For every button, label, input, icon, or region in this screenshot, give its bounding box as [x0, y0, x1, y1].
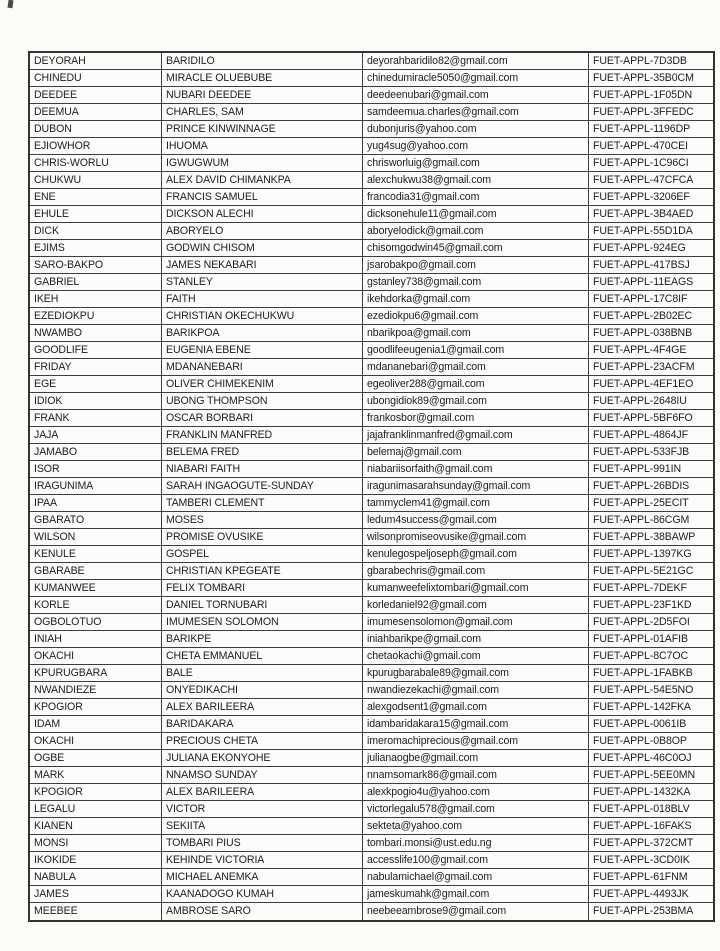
cell-application-code: FUET-APPL-4F4GE — [589, 342, 715, 359]
cell-other-names: IHUOMA — [162, 138, 363, 155]
cell-application-code: FUET-APPL-1397KG — [589, 546, 715, 563]
cell-application-code: FUET-APPL-2B02EC — [589, 308, 715, 325]
table-row — [29, 121, 714, 138]
cell-other-names: GOSPEL — [162, 546, 363, 563]
cell-email: kpurugbarabale89@gmail.com — [363, 665, 589, 682]
cell-surname: JAJA — [29, 427, 162, 444]
table-row — [29, 614, 714, 631]
cell-surname: KIANEN — [29, 818, 162, 835]
cell-application-code: FUET-APPL-991IN — [589, 461, 715, 478]
cell-application-code: FUET-APPL-86CGM — [589, 512, 715, 529]
cell-email: aboryelodick@gmail.com — [363, 223, 589, 240]
table-row — [29, 274, 714, 291]
cell-application-code: FUET-APPL-3206EF — [589, 189, 715, 206]
table-row — [29, 682, 714, 699]
cell-application-code: FUET-APPL-8C7OC — [589, 648, 715, 665]
cell-surname: IRAGUNIMA — [29, 478, 162, 495]
cell-email: wilsonpromiseovusike@gmail.com — [363, 529, 589, 546]
cell-other-names: UBONG THOMPSON — [162, 393, 363, 410]
cell-application-code: FUET-APPL-7D3DB — [589, 52, 715, 70]
cell-surname: JAMES — [29, 886, 162, 903]
table-row — [29, 733, 714, 750]
cell-application-code: FUET-APPL-0B8OP — [589, 733, 715, 750]
cell-email: jajafranklinmanfred@gmail.com — [363, 427, 589, 444]
cell-other-names: BARIKPE — [162, 631, 363, 648]
cell-email: niabariisorfaith@gmail.com — [363, 461, 589, 478]
cell-application-code: FUET-APPL-3CD0IK — [589, 852, 715, 869]
cell-email: tombari.monsi@ust.edu.ng — [363, 835, 589, 852]
cell-other-names: NUBARI DEEDEE — [162, 87, 363, 104]
cell-email: deedeenubari@gmail.com — [363, 87, 589, 104]
cell-surname: CHRIS-WORLU — [29, 155, 162, 172]
cell-other-names: MDANANEBARI — [162, 359, 363, 376]
cell-email: dubonjuris@yahoo.com — [363, 121, 589, 138]
table-row — [29, 750, 714, 767]
table-row — [29, 563, 714, 580]
cell-surname: OGBE — [29, 750, 162, 767]
table-row — [29, 478, 714, 495]
cell-surname: LEGALU — [29, 801, 162, 818]
cell-other-names: BARIKPOA — [162, 325, 363, 342]
cell-other-names: JAMES NEKABARI — [162, 257, 363, 274]
cell-application-code: FUET-APPL-38BAWP — [589, 529, 715, 546]
table-row — [29, 461, 714, 478]
cell-application-code: FUET-APPL-47CFCA — [589, 172, 715, 189]
cell-surname: OKACHI — [29, 733, 162, 750]
cell-surname: KPURUGBARA — [29, 665, 162, 682]
cell-application-code: FUET-APPL-17C8IF — [589, 291, 715, 308]
cell-surname: DICK — [29, 223, 162, 240]
cell-surname: DEYORAH — [29, 52, 162, 70]
cell-email: neebeeambrose9@gmail.com — [363, 903, 589, 921]
cell-application-code: FUET-APPL-470CEI — [589, 138, 715, 155]
table-row — [29, 189, 714, 206]
cell-surname: EHULE — [29, 206, 162, 223]
cell-email: nwandiezekachi@gmail.com — [363, 682, 589, 699]
table-row — [29, 801, 714, 818]
table-row — [29, 903, 714, 921]
cell-surname: KORLE — [29, 597, 162, 614]
cell-surname: KENULE — [29, 546, 162, 563]
cell-surname: EGE — [29, 376, 162, 393]
cell-application-code: FUET-APPL-1C96CI — [589, 155, 715, 172]
table-row — [29, 495, 714, 512]
applicants-table-body — [29, 52, 714, 921]
cell-email: goodlifeeugenia1@gmail.com — [363, 342, 589, 359]
cell-surname: DUBON — [29, 121, 162, 138]
cell-other-names: NNAMSO SUNDAY — [162, 767, 363, 784]
cell-email: deyorahbaridilo82@gmail.com — [363, 52, 589, 70]
cell-surname: EJIOWHOR — [29, 138, 162, 155]
cell-surname: MONSI — [29, 835, 162, 852]
cell-other-names: ONYEDIKACHI — [162, 682, 363, 699]
cell-application-code: FUET-APPL-4493JK — [589, 886, 715, 903]
table-row — [29, 325, 714, 342]
cell-application-code: FUET-APPL-16FAKS — [589, 818, 715, 835]
cell-other-names: IMUMESEN SOLOMON — [162, 614, 363, 631]
table-row — [29, 359, 714, 376]
table-row — [29, 784, 714, 801]
table-row — [29, 240, 714, 257]
cell-email: alexgodsent1@gmail.com — [363, 699, 589, 716]
cell-other-names: BARIDILO — [162, 52, 363, 70]
table-row — [29, 257, 714, 274]
table-row — [29, 580, 714, 597]
cell-email: gbarabechris@gmail.com — [363, 563, 589, 580]
cell-email: francodia31@gmail.com — [363, 189, 589, 206]
cell-email: chisomgodwin45@gmail.com — [363, 240, 589, 257]
cell-email: victorlegalu578@gmail.com — [363, 801, 589, 818]
cell-email: chinedumiracle5050@gmail.com — [363, 70, 589, 87]
table-row — [29, 393, 714, 410]
cell-email: accesslife100@gmail.com — [363, 852, 589, 869]
cell-surname: EZEDIOKPU — [29, 308, 162, 325]
cell-email: samdeemua.charles@gmail.com — [363, 104, 589, 121]
cell-application-code: FUET-APPL-142FKA — [589, 699, 715, 716]
cell-other-names: CHARLES, SAM — [162, 104, 363, 121]
cell-email: kumanweefelixtombari@gmail.com — [363, 580, 589, 597]
cell-email: mdananebari@gmail.com — [363, 359, 589, 376]
cell-application-code: FUET-APPL-61FNM — [589, 869, 715, 886]
cell-other-names: ABORYELO — [162, 223, 363, 240]
table-row — [29, 376, 714, 393]
cell-email: tammyclem41@gmail.com — [363, 495, 589, 512]
cell-surname: IKEH — [29, 291, 162, 308]
cell-application-code: FUET-APPL-11EAGS — [589, 274, 715, 291]
cell-application-code: FUET-APPL-253BMA — [589, 903, 715, 921]
table-row — [29, 87, 714, 104]
table-row — [29, 512, 714, 529]
cell-surname: KUMANWEE — [29, 580, 162, 597]
cell-application-code: FUET-APPL-5EE0MN — [589, 767, 715, 784]
cell-application-code: FUET-APPL-23ACFM — [589, 359, 715, 376]
cell-email: alexchukwu38@gmail.com — [363, 172, 589, 189]
cell-application-code: FUET-APPL-5BF6FO — [589, 410, 715, 427]
cell-email: ezediokpu6@gmail.com — [363, 308, 589, 325]
table-row — [29, 631, 714, 648]
cell-application-code: FUET-APPL-533FJB — [589, 444, 715, 461]
cell-other-names: MIRACLE OLUEBUBE — [162, 70, 363, 87]
cell-surname: SARO-BAKPO — [29, 257, 162, 274]
cell-surname: JAMABO — [29, 444, 162, 461]
table-row — [29, 886, 714, 903]
table-row — [29, 291, 714, 308]
cell-other-names: KAANADOGO KUMAH — [162, 886, 363, 903]
table-row — [29, 869, 714, 886]
cell-surname: FRIDAY — [29, 359, 162, 376]
cell-application-code: FUET-APPL-417BSJ — [589, 257, 715, 274]
cell-other-names: SEKIITA — [162, 818, 363, 835]
cell-surname: KPOGIOR — [29, 784, 162, 801]
cell-email: idambaridakara15@gmail.com — [363, 716, 589, 733]
cell-email: dicksonehule11@gmail.com — [363, 206, 589, 223]
cell-application-code: FUET-APPL-038BNB — [589, 325, 715, 342]
table-row — [29, 699, 714, 716]
table-row — [29, 818, 714, 835]
cell-surname: NWAMBO — [29, 325, 162, 342]
table-row — [29, 70, 714, 87]
table-row — [29, 852, 714, 869]
table-row — [29, 648, 714, 665]
cell-other-names: OSCAR BORBARI — [162, 410, 363, 427]
cell-application-code: FUET-APPL-7DEKF — [589, 580, 715, 597]
cell-surname: OKACHI — [29, 648, 162, 665]
cell-email: nabulamichael@gmail.com — [363, 869, 589, 886]
cell-application-code: FUET-APPL-0061IB — [589, 716, 715, 733]
cell-other-names: ALEX BARILEERA — [162, 784, 363, 801]
cell-surname: FRANK — [29, 410, 162, 427]
cell-email: chrisworluig@gmail.com — [363, 155, 589, 172]
cell-other-names: ALEX BARILEERA — [162, 699, 363, 716]
cell-email: iniahbarikpe@gmail.com — [363, 631, 589, 648]
cell-email: alexkpogio4u@yahoo.com — [363, 784, 589, 801]
cell-other-names: FELIX TOMBARI — [162, 580, 363, 597]
table-row — [29, 546, 714, 563]
table-row — [29, 104, 714, 121]
cell-other-names: FAITH — [162, 291, 363, 308]
cell-surname: IDAM — [29, 716, 162, 733]
cell-other-names: FRANKLIN MANFRED — [162, 427, 363, 444]
cell-other-names: GODWIN CHISOM — [162, 240, 363, 257]
cell-surname: EJIMS — [29, 240, 162, 257]
cell-other-names: STANLEY — [162, 274, 363, 291]
cell-surname: OGBOLOTUO — [29, 614, 162, 631]
cell-email: sekteta@yahoo.com — [363, 818, 589, 835]
cell-other-names: MOSES — [162, 512, 363, 529]
cell-other-names: AMBROSE SARO — [162, 903, 363, 921]
cell-surname: NWANDIEZE — [29, 682, 162, 699]
cell-surname: GBARABE — [29, 563, 162, 580]
cell-application-code: FUET-APPL-018BLV — [589, 801, 715, 818]
cell-email: gstanley738@gmail.com — [363, 274, 589, 291]
cell-application-code: FUET-APPL-55D1DA — [589, 223, 715, 240]
cell-surname: GOODLIFE — [29, 342, 162, 359]
cell-surname: CHUKWU — [29, 172, 162, 189]
cell-other-names: IGWUGWUM — [162, 155, 363, 172]
cell-other-names: OLIVER CHIMEKENIM — [162, 376, 363, 393]
table-row — [29, 427, 714, 444]
cell-surname: NABULA — [29, 869, 162, 886]
table-row — [29, 206, 714, 223]
table-row — [29, 444, 714, 461]
cell-application-code: FUET-APPL-46C0OJ — [589, 750, 715, 767]
table-row — [29, 597, 714, 614]
cell-surname: DEEDEE — [29, 87, 162, 104]
cell-other-names: PRECIOUS CHETA — [162, 733, 363, 750]
table-row — [29, 410, 714, 427]
cell-email: imumesensolomon@gmail.com — [363, 614, 589, 631]
table-row — [29, 716, 714, 733]
cell-application-code: FUET-APPL-1FABKB — [589, 665, 715, 682]
cell-application-code: FUET-APPL-1196DP — [589, 121, 715, 138]
cell-other-names: NIABARI FAITH — [162, 461, 363, 478]
cell-application-code: FUET-APPL-25ECIT — [589, 495, 715, 512]
table-row — [29, 155, 714, 172]
cell-application-code: FUET-APPL-2D5FOI — [589, 614, 715, 631]
cell-application-code: FUET-APPL-5E21GC — [589, 563, 715, 580]
cell-application-code: FUET-APPL-23F1KD — [589, 597, 715, 614]
cell-email: iragunimasarahsunday@gmail.com — [363, 478, 589, 495]
cell-surname: ENE — [29, 189, 162, 206]
cell-surname: KPOGIOR — [29, 699, 162, 716]
cell-other-names: BELEMA FRED — [162, 444, 363, 461]
cell-email: korledaniel92@gmail.com — [363, 597, 589, 614]
cell-email: nnamsomark86@gmail.com — [363, 767, 589, 784]
cell-email: ledum4success@gmail.com — [363, 512, 589, 529]
cell-application-code: FUET-APPL-26BDIS — [589, 478, 715, 495]
cell-email: jameskumahk@gmail.com — [363, 886, 589, 903]
cell-application-code: FUET-APPL-1432KA — [589, 784, 715, 801]
table-row — [29, 308, 714, 325]
cell-surname: WILSON — [29, 529, 162, 546]
cell-surname: GBARATO — [29, 512, 162, 529]
table-row — [29, 138, 714, 155]
table-row — [29, 767, 714, 784]
cell-surname: MARK — [29, 767, 162, 784]
cell-surname: MEEBEE — [29, 903, 162, 921]
cell-email: belemaj@gmail.com — [363, 444, 589, 461]
cell-other-names: TOMBARI PIUS — [162, 835, 363, 852]
table-row — [29, 52, 714, 70]
cell-other-names: EUGENIA EBENE — [162, 342, 363, 359]
cell-other-names: FRANCIS SAMUEL — [162, 189, 363, 206]
table-row — [29, 835, 714, 852]
cell-other-names: BALE — [162, 665, 363, 682]
cell-surname: IKOKIDE — [29, 852, 162, 869]
cell-application-code: FUET-APPL-4864JF — [589, 427, 715, 444]
table-row — [29, 665, 714, 682]
cell-surname: CHINEDU — [29, 70, 162, 87]
cell-other-names: VICTOR — [162, 801, 363, 818]
cell-other-names: PROMISE OVUSIKE — [162, 529, 363, 546]
cell-other-names: DANIEL TORNUBARI — [162, 597, 363, 614]
cell-email: chetaokachi@gmail.com — [363, 648, 589, 665]
cell-other-names: PRINCE KINWINNAGE — [162, 121, 363, 138]
cell-surname: ISOR — [29, 461, 162, 478]
cell-other-names: KEHINDE VICTORIA — [162, 852, 363, 869]
cell-other-names: SARAH INGAOGUTE-SUNDAY — [162, 478, 363, 495]
cell-other-names: MICHAEL ANEMKA — [162, 869, 363, 886]
cell-email: ubongidiok89@gmail.com — [363, 393, 589, 410]
cell-other-names: ALEX DAVID CHIMANKPA — [162, 172, 363, 189]
cell-application-code: FUET-APPL-54E5NO — [589, 682, 715, 699]
cell-surname: IDIOK — [29, 393, 162, 410]
cell-email: kenulegospeljoseph@gmail.com — [363, 546, 589, 563]
scanner-mark — [7, 0, 13, 8]
cell-other-names: BARIDAKARA — [162, 716, 363, 733]
cell-application-code: FUET-APPL-924EG — [589, 240, 715, 257]
cell-email: jsarobakpo@gmail.com — [363, 257, 589, 274]
cell-application-code: FUET-APPL-4EF1EO — [589, 376, 715, 393]
cell-email: ikehdorka@gmail.com — [363, 291, 589, 308]
cell-application-code: FUET-APPL-372CMT — [589, 835, 715, 852]
cell-other-names: DICKSON ALECHI — [162, 206, 363, 223]
cell-email: egeoliver288@gmail.com — [363, 376, 589, 393]
cell-application-code: FUET-APPL-1F05DN — [589, 87, 715, 104]
cell-surname: GABRIEL — [29, 274, 162, 291]
cell-other-names: CHRISTIAN KPEGEATE — [162, 563, 363, 580]
cell-application-code: FUET-APPL-35B0CM — [589, 70, 715, 87]
cell-other-names: CHETA EMMANUEL — [162, 648, 363, 665]
cell-application-code: FUET-APPL-2648IU — [589, 393, 715, 410]
cell-email: frankosbor@gmail.com — [363, 410, 589, 427]
cell-application-code: FUET-APPL-3B4AED — [589, 206, 715, 223]
cell-application-code: FUET-APPL-3FFEDC — [589, 104, 715, 121]
cell-email: julianaogbe@gmail.com — [363, 750, 589, 767]
cell-surname: DEEMUA — [29, 104, 162, 121]
cell-email: nbarikpoa@gmail.com — [363, 325, 589, 342]
table-row — [29, 529, 714, 546]
cell-email: imeromachiprecious@gmail.com — [363, 733, 589, 750]
applicants-table — [28, 51, 715, 922]
table-row — [29, 223, 714, 240]
cell-other-names: TAMBERI CLEMENT — [162, 495, 363, 512]
cell-application-code: FUET-APPL-01AFIB — [589, 631, 715, 648]
cell-other-names: CHRISTIAN OKECHUKWU — [162, 308, 363, 325]
cell-surname: IPAA — [29, 495, 162, 512]
cell-surname: INIAH — [29, 631, 162, 648]
cell-email: yug4sug@yahoo.com — [363, 138, 589, 155]
cell-other-names: JULIANA EKONYOHE — [162, 750, 363, 767]
table-row — [29, 172, 714, 189]
table-row — [29, 342, 714, 359]
